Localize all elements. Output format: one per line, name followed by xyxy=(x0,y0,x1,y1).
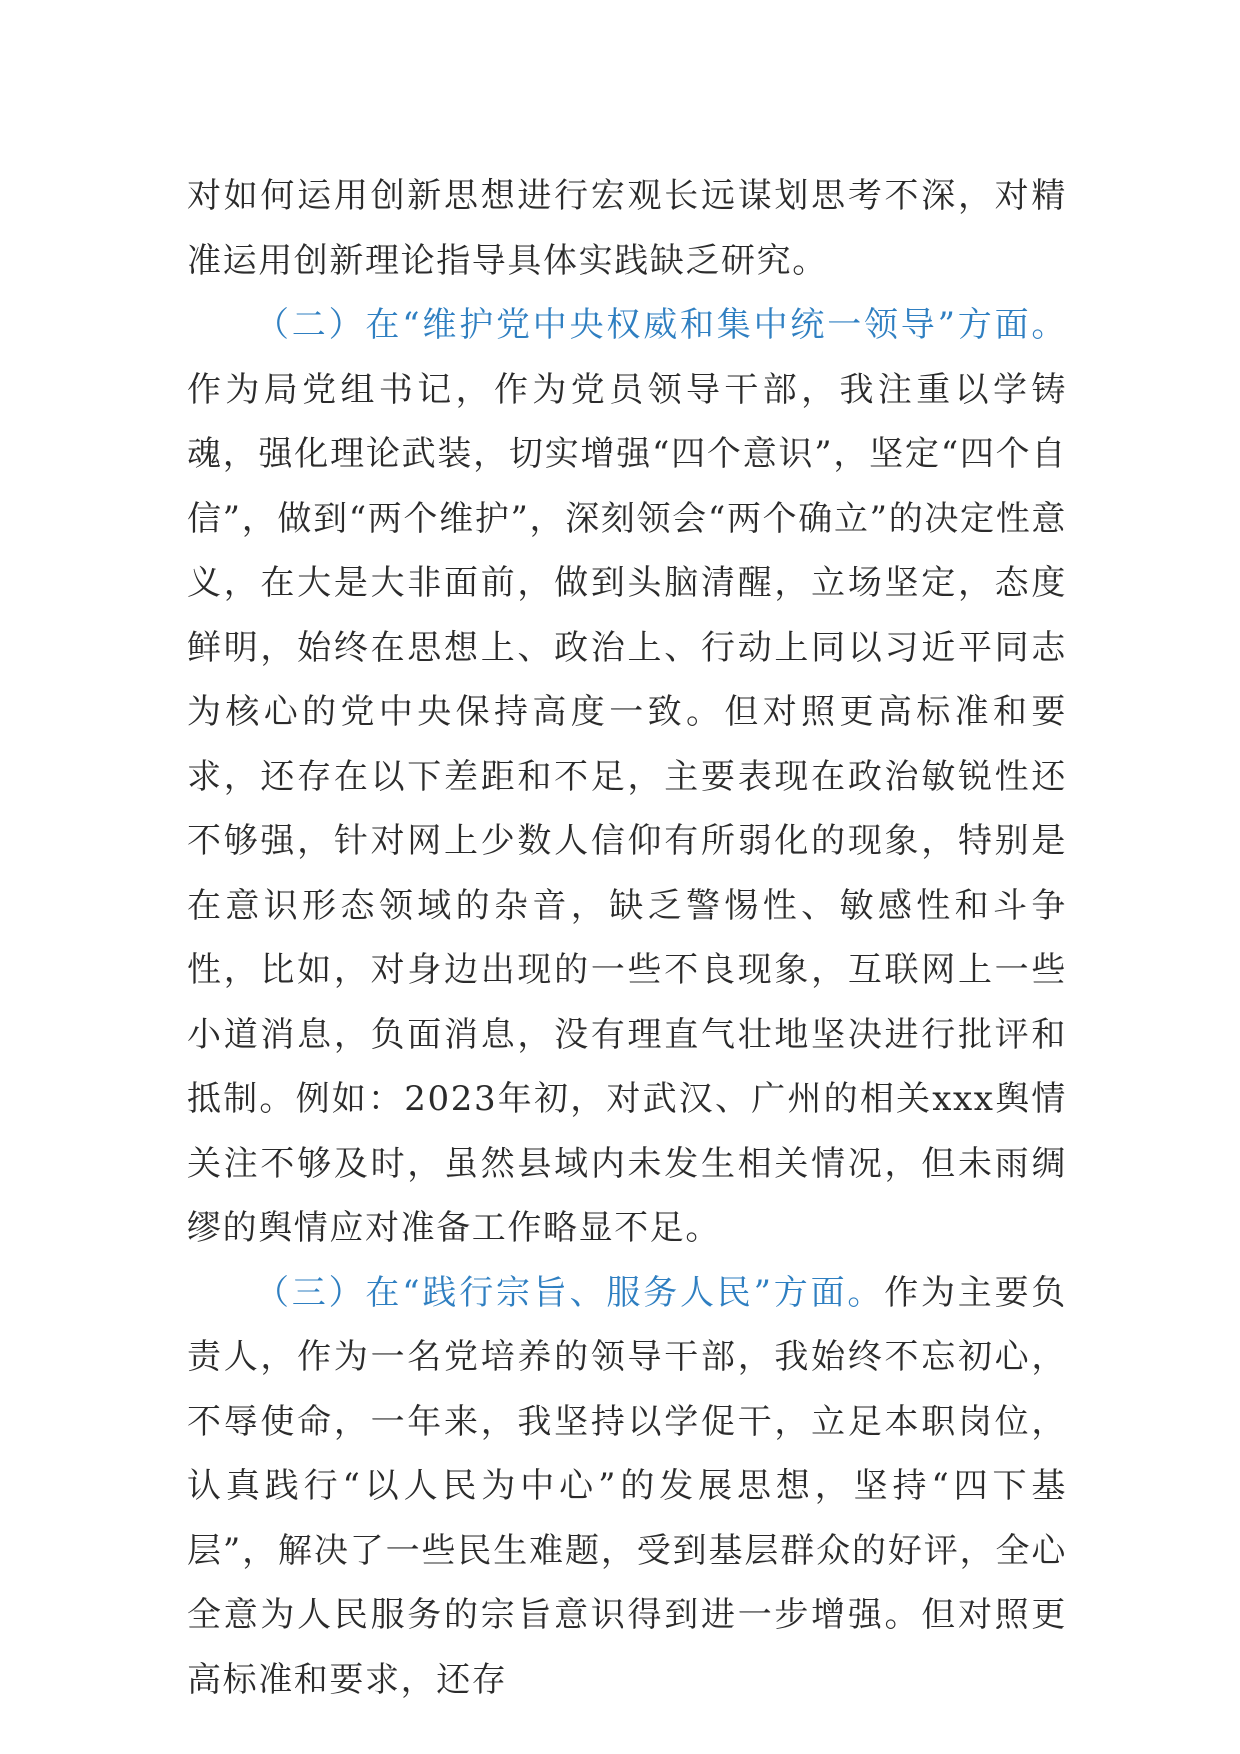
section-heading: （二）在“维护党中央权威和集中统一领导”方面。 xyxy=(255,305,1067,345)
paragraph-text: 对如何运用创新思想进行宏观长远谋划思考不深，对精准运用创新理论指导具体实践缺乏研究。 xyxy=(187,176,1067,281)
section-heading: （三）在“践行宗旨、服务人民”方面。 xyxy=(255,1272,885,1313)
paragraph-section-three xyxy=(187,1261,1067,1713)
document-body xyxy=(187,164,1067,1712)
paragraph-section-two xyxy=(187,293,1067,1261)
paragraph-text: 作为局党组书记，作为党员领导干部，我注重以学铸魂，强化理论武装，切实增强“四个意识”，坚定“四个自信”，做到“两个维护”，深刻领会“两个确立”的决定性意义，在大是大非面前，做到头脑清醒，立场坚定，态度鲜明，始终在思想上、政治上、行动上同以习近平同志为核心的党中央保持高度一致。但对照更高标准和要求，还存在以下差距和不足，主要表现在政治敏锐性还不够强，针对网上少数人信仰有所弱化的现象，特别是在意识形态领域的杂音，缺乏警惕性、敏感性和斗争性，比如，对身边出现的一些不良现象，互联网上一些小道消息，负面消息，没有理直气壮地坚决进行批评和抵制。例如：2023年初，对武汉、广州的相关xxx舆情关注不够及时，虽然县域内未发生相关情况，但未雨绸缪的舆情应对准备工作略显不足。 xyxy=(187,369,1067,1248)
paragraph-text: 作为主要负责人，作为一名党培养的领导干部，我始终不忘初心，不辱使命，一年来，我坚持以学促干，立足本职岗位，认真践行“以人民为中心”的发展思想，坚持“四下基层”，解决了一些民生难题，受到基层群众的好评，全心全意为人民服务的宗旨意识得到进一步增强。但对照更高标准和要求，还存 xyxy=(187,1272,1068,1700)
paragraph-continuation xyxy=(187,164,1067,293)
